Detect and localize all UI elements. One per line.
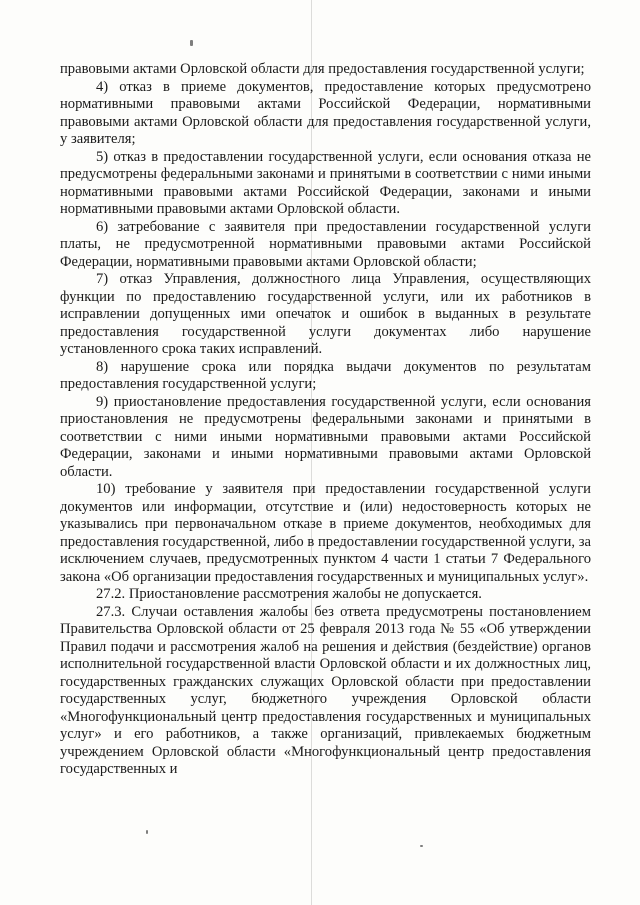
paragraph-item-7: 7) отказ Управления, должностного лица Управления, осуществляющих функции по предоставлению государственной услуги, или их работников в исправлении допущенных ими опечаток и ошибок в выданных в результате предоставления государственной услуги документах либо нарушение установленного срока таких исправлений.	[60, 271, 591, 357]
paragraph-item-10: 10) требование у заявителя при предоставлении государственной услуги документов или информации, отсутствие и (или) недостоверность которых не указывались при первоначальном отказе в приеме документов, необходимых для предоставления государственной, либо в предоставлении государственной услуги, за исключением случаев, предусмотренных пунктом 4 части 1 статьи 7 Федерального закона «Об организации предоставления государственных и муниципальных услуг».	[60, 481, 591, 585]
paragraph-item-9: 9) приостановление предоставления государственной услуги, если основания приостановления не предусмотрены федеральными законами и принятыми в соответствии с ними иными нормативными правовыми актами Российской Федерации, законами и иными нормативными правовыми актами Орловской области.	[60, 393, 591, 480]
paragraph-27-3: 27.3. Случаи оставления жалобы без ответа предусмотрены постановлением Правительства Орловской области от 25 февраля 2013 года № 55 «Об утверждении Правил подачи и рассмотрения жалоб на решения и действия (бездействие) органов исполнительной государственной власти Орловской области и их должностных лиц, государственных гражданских служащих Орловской области при предоставлении государственных услуг, бюджетного учреждения Орловской области «Многофункциональный центр предоставления государственных и муниципальных услуг» и его работников, а также организаций, привлекаемых бюджетным учреждением Орловской области «Многофункциональный центр предоставления государственных и	[60, 603, 591, 777]
paragraph-27-2: 27.2. Приостановление рассмотрения жалобы не допускается.	[96, 586, 482, 602]
scan-speck	[420, 845, 423, 847]
paragraph-item-5: 5) отказ в предоставлении государственной услуги, если основания отказа не предусмотрены федеральными законами и принятыми в соответствии с ними иными нормативными правовыми актами Российской Федерации, законами и иными нормативными правовыми актами Орловской области.	[60, 148, 591, 217]
scan-speck	[190, 40, 193, 46]
document-body	[60, 61, 591, 779]
paragraph-item-8: 8) нарушение срока или порядка выдачи документов по результатам предоставления государственной услуги;	[60, 358, 591, 392]
paragraph-continuation: правовыми актами Орловской области для предоставления государственной услуги;	[60, 61, 585, 77]
scan-speck	[146, 830, 148, 834]
paragraph-item-4: 4) отказ в приеме документов, предоставление которых предусмотрено нормативными правовыми актами Российской Федерации, нормативными правовыми актами Орловской области для предоставления государственной услуги, у заявителя;	[60, 78, 591, 147]
paragraph-item-6: 6) затребование с заявителя при предоставлении государственной услуги платы, не предусмотренной нормативными правовыми актами Российской Федерации, нормативными правовыми актами Орловской области;	[60, 218, 591, 270]
